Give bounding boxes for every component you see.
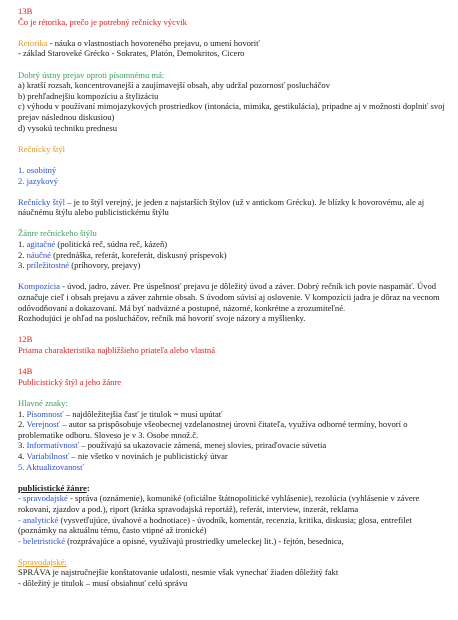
style-text: – je to štýl verejný, je jeden z najstarších štýlov (už v antickom Grécku). Je blízky k hovorovému, ale aj náučnému štýlu alebo publicistickému štýlu bbox=[18, 196, 425, 218]
section-code-12b: 12B bbox=[18, 334, 33, 345]
good-speech-item: c) výhodu v používaní mimojazykových prostriedkov (intonácia, mimika, gestikulácia), pripadne aj v možnosti doplniť svoj prejav následnou diskusiou) bbox=[18, 101, 445, 122]
press-genres-title: publicistické žánre: bbox=[18, 482, 90, 493]
retorika-definition bbox=[18, 38, 450, 49]
section-code-14b: 14B bbox=[18, 366, 33, 377]
press-genre-item: - spravodajské - správa (oznámenie), komuniké (oficiálne štátnopolitické vyhlásenie), rezolúcia (vyhlásenie v závere rokovaní, zjazdov a pod.), riport (krátka spravodajská reportáž), referát, interview, inzerát, reklama bbox=[18, 493, 420, 514]
press-genre-name: - analytické bbox=[18, 514, 59, 525]
genre-item: 1. agitačné (politická reč, súdna reč, kázeň) bbox=[18, 239, 168, 250]
section-title-12b: Priama charakteristika najbližšieho priateľa alebo vlastná bbox=[18, 345, 216, 355]
good-speech-item: d) vysokú techniku prednesu bbox=[18, 122, 118, 133]
genre-name: agitačné bbox=[26, 239, 56, 250]
retorika-term: Retorika bbox=[18, 37, 48, 48]
style-list-item: 2. jazykový bbox=[18, 175, 59, 186]
style-title: Rečnícky štýl bbox=[18, 143, 66, 154]
style-definition bbox=[18, 197, 450, 218]
features-title: Hlavné znaky: bbox=[18, 397, 68, 408]
genres-title: Žánre rečníckeho štýlu bbox=[18, 228, 97, 239]
good-speech-item: a) kratší rozsah, koncentrovanejší a zaujímavejší obsah, aby udržal pozornosť poslucháčov bbox=[18, 80, 330, 91]
retorika-basis: - základ Staroveké Grécko - Sokrates, Platón, Demokritos, Cicero bbox=[18, 48, 245, 59]
section-code-13b: 13B bbox=[18, 6, 33, 16]
feature-item: 4. Variabilnosť – nie všetko v novinách je publicistický útvar bbox=[18, 450, 228, 461]
press-genre-item: - beletristické (rozprávajúce a opisné, využívajú prostriedky umeleckej lit.) - fejtón, besednica, bbox=[18, 535, 344, 546]
genre-item: 2. náučné (prednáška, referát, koreferát, diskusný príspevok) bbox=[18, 249, 227, 260]
news-line: SPRÁVA je najstručnejšie konštatovanie udalosti, nesmie však vynechať žiaden dôležitý fakt bbox=[18, 567, 339, 578]
press-genre-item: - analytické (vysvetľujúce, úvahové a hodnotiace) - úvodník, komentár, recenzia, kritika, diskusia; glosa, entrefilet (poznámky na aktuálnu tému, často vtipné až ironické) bbox=[18, 514, 412, 536]
genre-name: príležitostné bbox=[26, 260, 70, 271]
feature-name: Informatívnosť bbox=[26, 440, 79, 451]
good-speech-title: Dobrý ústny prejav oproti písomnému má: bbox=[18, 69, 165, 80]
feature-name: Verejnosť bbox=[26, 419, 61, 430]
feature-name: Aktualizovanosť bbox=[26, 461, 84, 472]
composition-paragraph bbox=[18, 281, 450, 313]
feature-name: Písomnosť bbox=[26, 408, 64, 419]
feature-item: 1. Písomnosť – najdôležitejšia časť je titulok = musí upútať bbox=[18, 408, 223, 419]
feature-item: 5. Aktualizovanosť bbox=[18, 461, 84, 472]
composition-term: Kompozícia bbox=[18, 281, 60, 292]
press-genre-name: - beletristické bbox=[18, 535, 66, 546]
feature-item: 3. Informatívnosť – používajú sa ukazovacie zámená, menej slovies, priraďovacie súvetia bbox=[18, 440, 327, 451]
genre-item: 3. príležitostné (príhovory, prejavy) bbox=[18, 260, 141, 271]
style-list-item: 1. osobitný bbox=[18, 164, 57, 175]
style-term: Rečnícky štýl bbox=[18, 196, 66, 207]
composition-last: Rozhodujúci je ohľad na poslucháčov, rečník má hovoriť svoje názory a myšlienky. bbox=[18, 313, 306, 324]
composition-text: - úvod, jadro, záver. Pre úspešnosť prejavu je dôležitý úvod a záver. Dobrý rečník ich povie naspamäť. Úvod označuje cieľ i obsah prejavu a záver zahrnie obsah. S úvodom súvisí aj oslovenie. V kompozícii jadra je dôraz na vecnom odôvodňovaní a dokazovaní. Má byť nadväzné a postupné, názorné, konkrétne a zrozumiteľné. bbox=[18, 281, 440, 313]
genre-name: náučné bbox=[26, 249, 51, 260]
section-title-13b: Čo je rétorika, prečo je potrebný rečnícky výcvik bbox=[18, 16, 187, 27]
section-title-14b: Publicistický štýl a jeho žánre bbox=[18, 376, 122, 387]
good-speech-item: b) prehľadnejšiu kompozíciu a štylizáciu bbox=[18, 90, 159, 101]
news-title: Spravodajské: bbox=[18, 556, 67, 567]
news-line: - dôležitý je titulok – musí obsiahnuť celú správu bbox=[18, 578, 188, 589]
retorika-text: - náuka o vlastnostiach hovoreného prejavu, o umení hovoriť bbox=[47, 37, 260, 48]
feature-name: Variabilnosť bbox=[26, 450, 70, 461]
press-genre-name: - spravodajské bbox=[18, 493, 68, 504]
feature-item: 2. Verejnosť – autor sa prispôsobuje všeobecnej vzdelanostnej úrovni čitateľa, využíva odborné termíny, hovorí o problematike odboru. Sloveso je v 3. Osobe množ.č. bbox=[18, 419, 408, 440]
